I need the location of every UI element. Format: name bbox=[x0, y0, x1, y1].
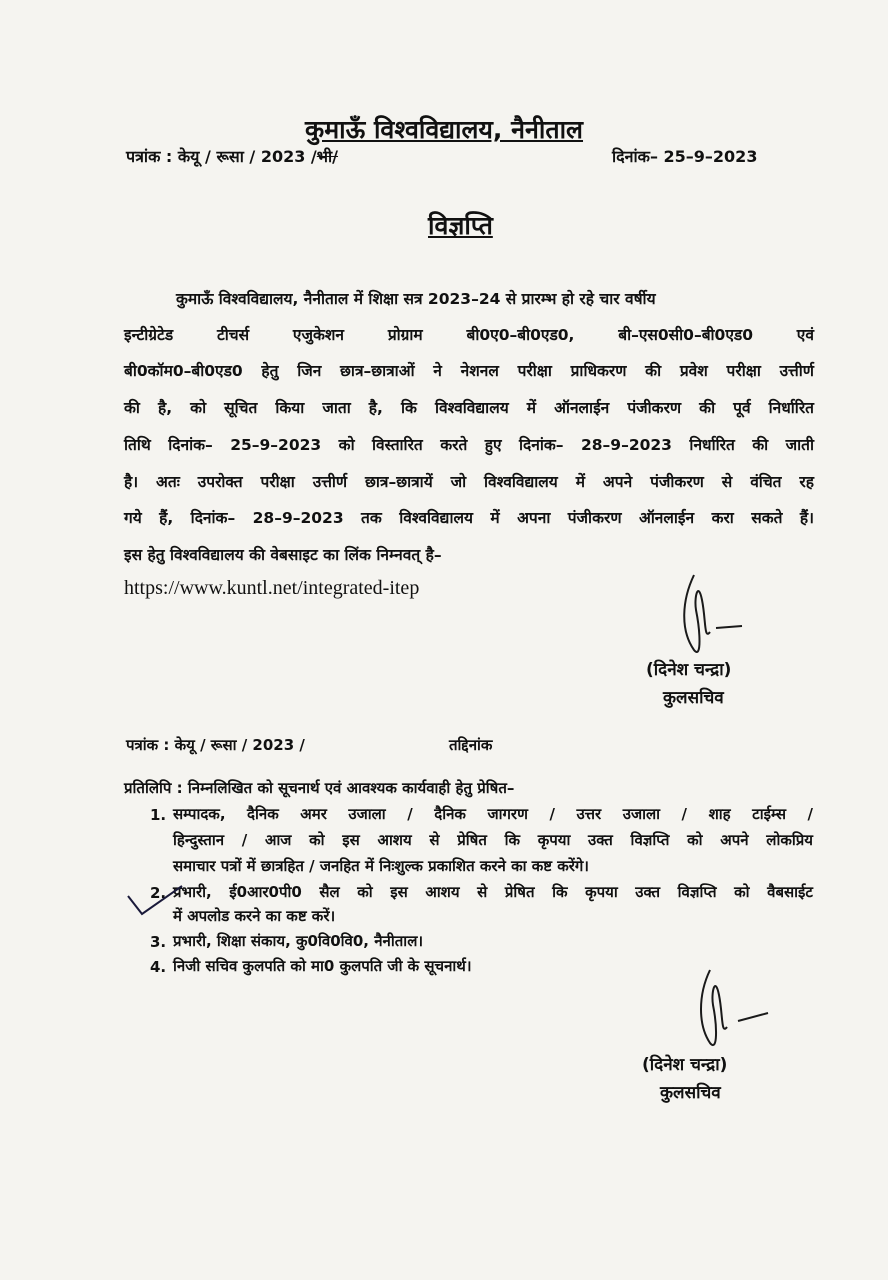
body-line-1: कुमाऊँ विश्वविद्यालय, नैनीताल में शिक्षा सत्र 2023–24 से प्रारम्भ हो रहे चार वर्षीय bbox=[176, 290, 656, 308]
signature-1-mark bbox=[672, 570, 752, 665]
item-number: 2. bbox=[150, 884, 167, 902]
body-line-3: बी0कॉम0–बी0एड0 हेतु जिन छात्र–छात्राओं ने नेशनल परीक्षा प्राधिकरण की प्रवेश परीक्षा उत्तीर्ण bbox=[124, 362, 814, 380]
body-line-6: है। अतः उपरोक्त परीक्षा उत्तीर्ण छात्र–छात्रायें जो विश्वविद्यालय में अपने पंजीकरण से वंचित रह bbox=[124, 473, 814, 491]
reference-number bbox=[126, 145, 338, 167]
notice-title: विज्ञप्ति bbox=[428, 211, 493, 240]
item-1-line-1: सम्पादक, दैनिक अमर उजाला / दैनिक जागरण / उत्तर उजाला / शाह टाईम्स / bbox=[173, 805, 813, 823]
reference-text: पत्रांक : केयू / रूसा / 2023 / bbox=[126, 147, 317, 166]
item-1-line-3: समाचार पत्रों में छात्रहित / जनहित में निःशुल्क प्रकाशित करने का कष्ट करेंगे। bbox=[173, 857, 589, 875]
body-line-5: तिथि दिनांक– 25–9–2023 को विस्तारित करते हुए दिनांक– 28–9–2023 निर्धारित की जाती bbox=[124, 436, 814, 454]
body-line-2: इन्टीग्रेटेड टीचर्स एजुकेशन प्रोग्राम बी0ए0–बी0एड0, बी–एस0सी0–बी0एड0 एवं bbox=[124, 326, 814, 344]
notice-date: दिनांक– 25–9–2023 bbox=[612, 147, 758, 166]
item-number: 3. bbox=[150, 933, 167, 951]
item-2-line-1: प्रभारी, ई0आर0पी0 सैल को इस आशय से प्रेषित कि कृपया उक्त विज्ञप्ति को वैबसाईट bbox=[173, 883, 813, 901]
university-heading: कुमाऊँ विश्वविद्यालय, नैनीताल bbox=[305, 115, 584, 144]
item-3-line-1: प्रभारी, शिक्षा संकाय, कु0वि0वि0, नैनीताल। bbox=[173, 932, 424, 950]
body-line-8: इस हेतु विश्वविद्यालय की वेबसाइट का लिंक निम्नवत् है– bbox=[124, 546, 442, 564]
item-number: 1. bbox=[150, 806, 167, 824]
signatory-title-2: कुलसचिव bbox=[660, 1083, 721, 1103]
signatory-name-2: (दिनेश चन्द्रा) bbox=[642, 1055, 728, 1075]
signatory-name-1: (दिनेश चन्द्रा) bbox=[646, 660, 732, 680]
same-date: तद्दिनांक bbox=[449, 736, 493, 754]
item-number: 4. bbox=[150, 958, 167, 976]
copy-intro: प्रतिलिपि : निम्नलिखित को सूचनार्थ एवं आवश्यक कार्यवाही हेतु प्रेषित– bbox=[124, 779, 515, 797]
reference-struck: भी/ bbox=[316, 147, 339, 166]
website-link[interactable]: https://www.kuntl.net/integrated-itep bbox=[124, 577, 420, 599]
footer-reference: पत्रांक : केयू / रूसा / 2023 / bbox=[126, 736, 305, 754]
signatory-title-1: कुलसचिव bbox=[663, 688, 724, 708]
item-2-line-2: में अपलोड करने का कष्ट करें। bbox=[173, 907, 336, 925]
body-line-7: गये हैं, दिनांक– 28–9–2023 तक विश्वविद्यालय में अपना पंजीकरण ऑनलाईन करा सकते हैं। bbox=[124, 509, 814, 527]
body-line-4: की है, को सूचित किया जाता है, कि विश्वविद्यालय में ऑनलाईन पंजीकरण की पूर्व निर्धारित bbox=[124, 399, 814, 417]
item-1-line-2: हिन्दुस्तान / आज को इस आशय से प्रेषित कि कृपया उक्त विज्ञप्ति को अपने लोकप्रिय bbox=[173, 831, 813, 849]
signature-2-mark bbox=[690, 965, 780, 1060]
tick-mark bbox=[126, 884, 186, 920]
item-4-line-1: निजी सचिव कुलपति को मा0 कुलपति जी के सूचनार्थ। bbox=[173, 957, 472, 975]
